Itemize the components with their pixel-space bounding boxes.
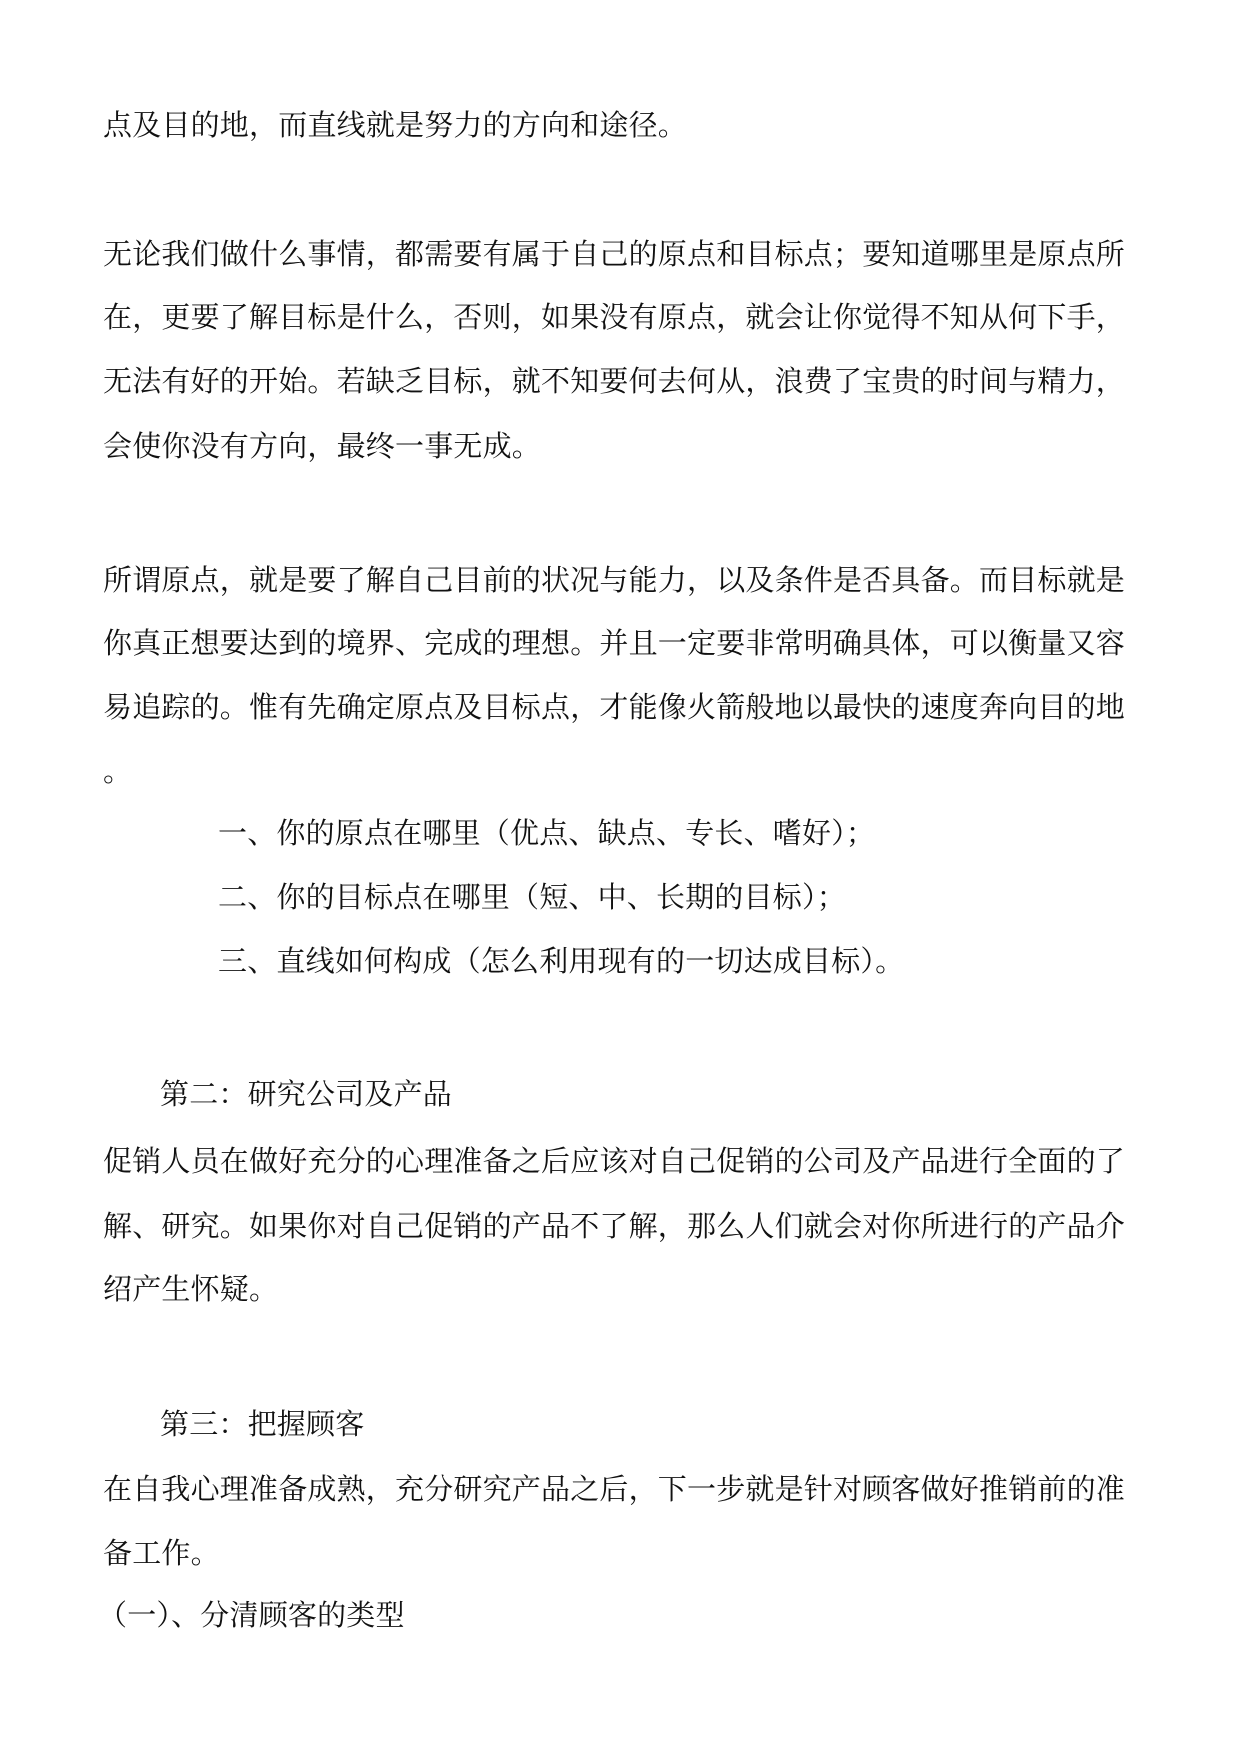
list-item: 一、你的原点在哪里（优点、缺点、专长、嗜好）； bbox=[218, 816, 876, 850]
paragraph-line: 促销人员在做好充分的心理准备之后应该对自己促销的公司及产品进行全面的了 bbox=[103, 1144, 1126, 1178]
paragraph-line: 你真正想要达到的境界、完成的理想。并且一定要非常明确具体，可以衡量又容 bbox=[103, 626, 1126, 660]
paragraph-line: 备工作。 bbox=[103, 1536, 220, 1570]
paragraph-line: 所谓原点，就是要了解自己目前的状况与能力，以及条件是否具备。而目标就是 bbox=[103, 563, 1126, 597]
paragraph-line: 无法有好的开始。若缺乏目标，就不知要何去何从，浪费了宝贵的时间与精力， bbox=[103, 364, 1126, 398]
paragraph-line: 在，更要了解目标是什么，否则，如果没有原点，就会让你觉得不知从何下手， bbox=[103, 300, 1126, 334]
section-heading: 第三：把握顾客 bbox=[160, 1407, 365, 1441]
paragraph-line: 会使你没有方向，最终一事无成。 bbox=[103, 429, 542, 463]
section-heading: 第二：研究公司及产品 bbox=[160, 1077, 453, 1111]
paragraph-line: 点及目的地，而直线就是努力的方向和途径。 bbox=[103, 108, 688, 142]
subsection-heading: （一）、分清顾客的类型 bbox=[98, 1598, 405, 1632]
paragraph-line: 在自我心理准备成熟，充分研究产品之后，下一步就是针对顾客做好推销前的准 bbox=[103, 1472, 1126, 1506]
list-item: 三、直线如何构成（怎么利用现有的一切达成目标）。 bbox=[218, 944, 905, 978]
paragraph-line: 无论我们做什么事情，都需要有属于自己的原点和目标点；要知道哪里是原点所 bbox=[103, 237, 1126, 271]
paragraph-line: 。 bbox=[103, 754, 133, 788]
paragraph-line: 绍产生怀疑。 bbox=[103, 1272, 279, 1306]
list-item: 二、你的目标点在哪里（短、中、长期的目标）； bbox=[218, 880, 846, 914]
paragraph-line: 解、研究。如果你对自己促销的产品不了解，那么人们就会对你所进行的产品介 bbox=[103, 1209, 1126, 1243]
paragraph-line: 易追踪的。惟有先确定原点及目标点，才能像火箭般地以最快的速度奔向目的地 bbox=[103, 690, 1126, 724]
